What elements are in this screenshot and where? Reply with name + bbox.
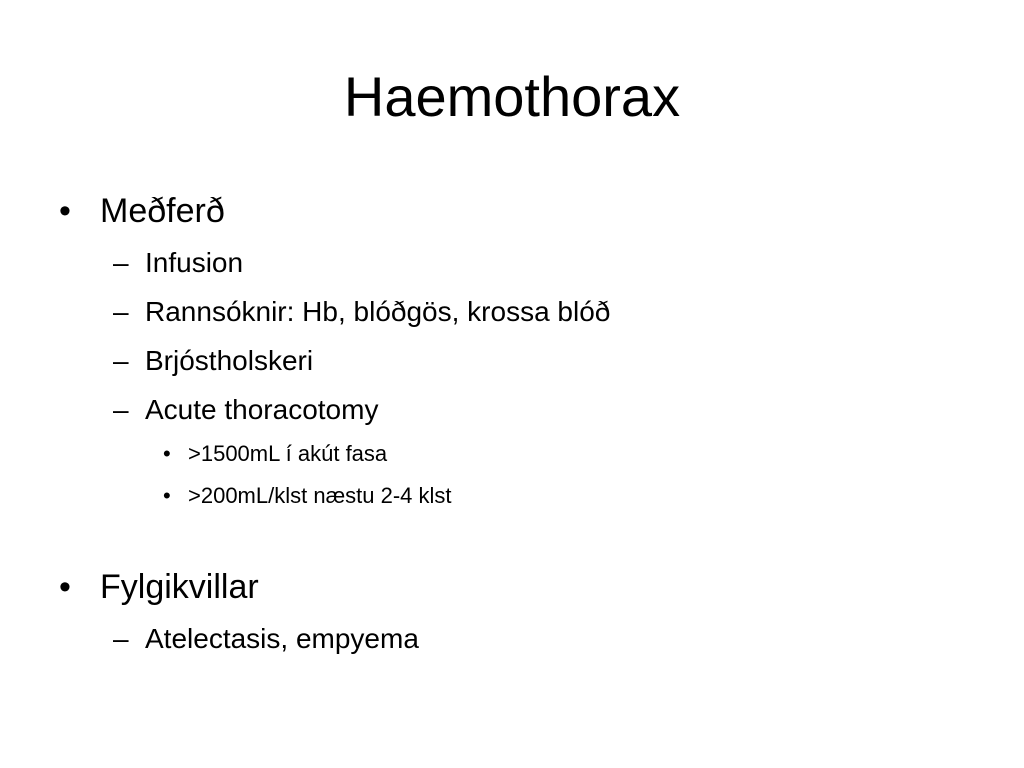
sub-item-text: Infusion <box>145 247 244 278</box>
sub-item-rannsoknir <box>113 295 863 329</box>
dash-marker: – <box>113 345 129 376</box>
sub-item-acute-thoracotomy <box>113 393 813 427</box>
dash-marker: – <box>113 394 129 425</box>
bullet-item-medferd <box>59 191 759 231</box>
bullet-marker: • <box>163 441 171 466</box>
dash-marker: – <box>113 623 129 654</box>
sub-item-text: Rannsóknir: Hb, blóðgös, krossa blóð <box>145 296 611 327</box>
bullet-text: Fylgikvillar <box>100 568 259 606</box>
dash-marker: – <box>113 247 129 278</box>
dash-marker: – <box>113 296 129 327</box>
subsub-item-1500ml <box>163 440 763 468</box>
sub-item-brjostholskeri <box>113 344 813 378</box>
bullet-marker: • <box>163 483 171 508</box>
bullet-marker: • <box>59 192 71 230</box>
sub-item-text: Atelectasis, empyema <box>145 623 419 654</box>
slide-title: Haemothorax <box>343 65 681 128</box>
subsub-item-text: >1500mL í akút fasa <box>188 441 388 466</box>
sub-item-infusion <box>113 246 813 280</box>
bullet-text: Meðferð <box>100 192 225 230</box>
sub-item-text: Acute thoracotomy <box>145 394 379 425</box>
subsub-item-text: >200mL/klst næstu 2-4 klst <box>188 483 452 508</box>
sub-item-atelectasis <box>113 622 813 656</box>
bullet-item-fylgikvillar <box>59 567 759 607</box>
subsub-item-200ml <box>163 482 763 510</box>
sub-item-text: Brjóstholskeri <box>145 345 314 376</box>
bullet-marker: • <box>59 568 71 606</box>
